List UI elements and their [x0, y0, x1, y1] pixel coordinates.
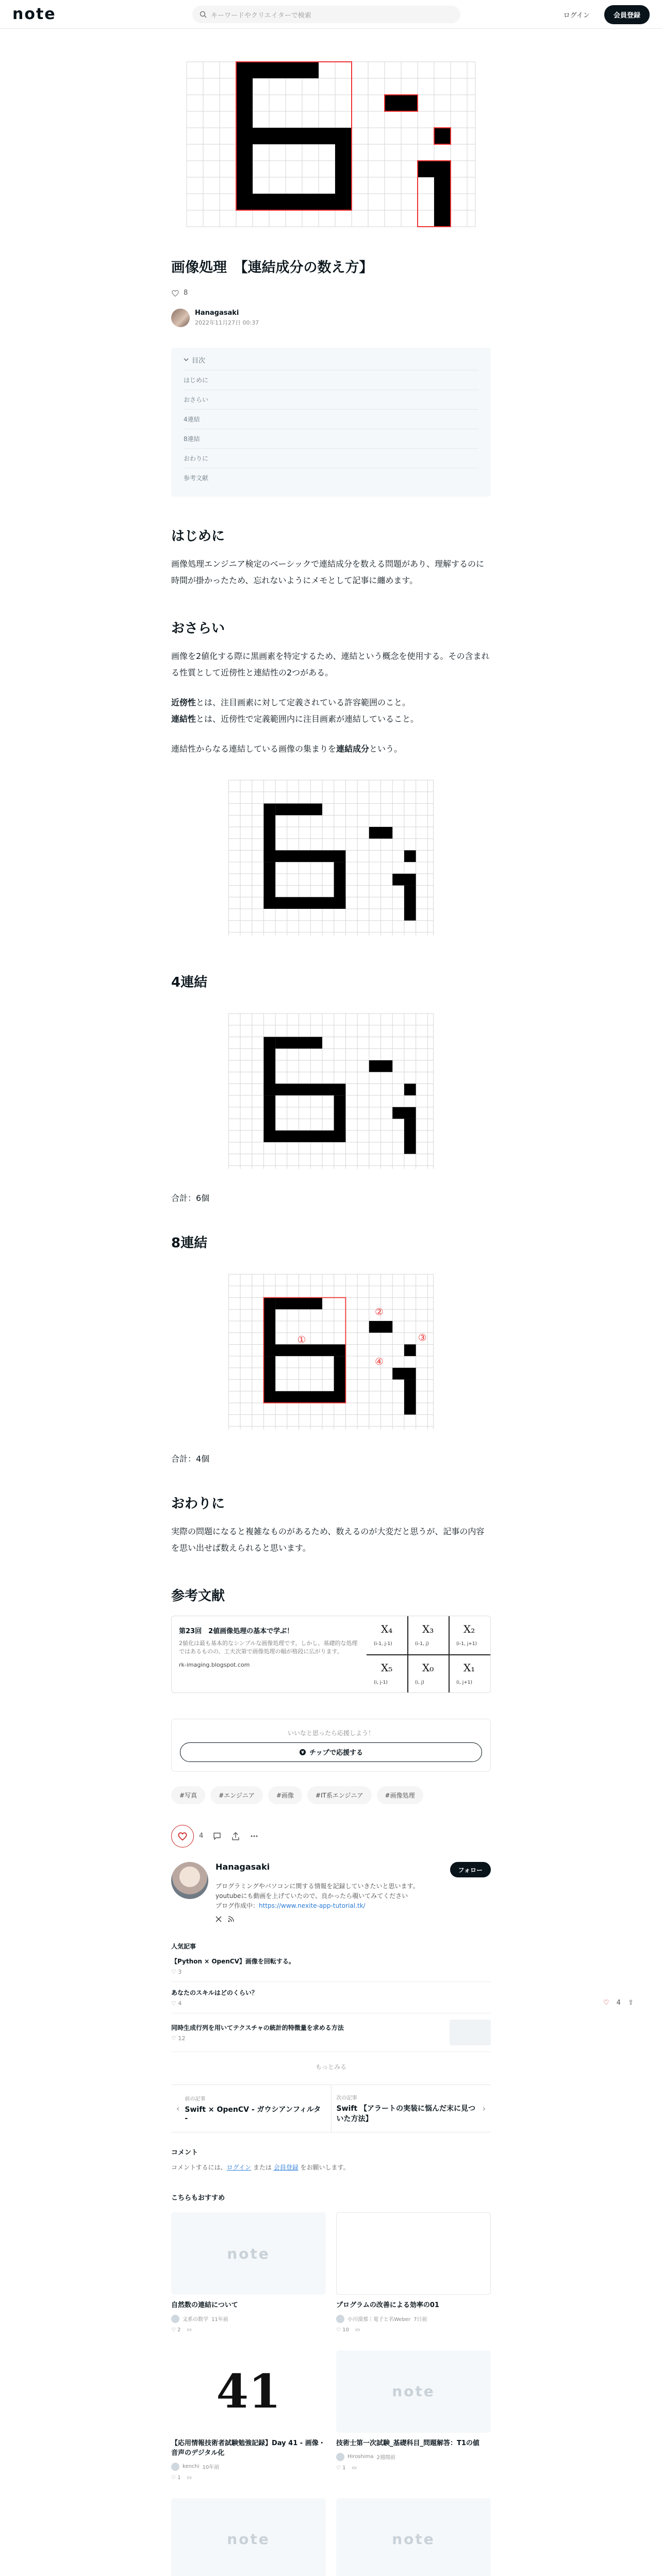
- connect-term: 連結性: [171, 714, 196, 724]
- recommend-card[interactable]: [171, 2350, 326, 2481]
- chevron-left-icon: ‹: [176, 2104, 180, 2114]
- card-author-avatar: [336, 2453, 344, 2461]
- login-button[interactable]: ログイン: [563, 12, 590, 20]
- chevron-right-icon: ›: [482, 2104, 486, 2114]
- card-icons: [171, 2475, 326, 2481]
- creator-profile: [171, 1862, 491, 1923]
- card-like-count: 1: [177, 2475, 181, 2481]
- prev-next-nav: [171, 2084, 491, 2132]
- rss-icon[interactable]: [228, 1916, 234, 1922]
- note-logo[interactable]: note: [12, 5, 56, 23]
- heading-4-connectivity: 4連結: [171, 974, 208, 990]
- search-placeholder: キーワードやクリエイターで検索: [211, 11, 311, 20]
- comment-icon[interactable]: ▭: [187, 2475, 192, 2481]
- search-box[interactable]: [192, 6, 460, 23]
- comment-icon[interactable]: ▭: [355, 2327, 360, 2333]
- component-label-3: ③: [418, 1332, 427, 1343]
- comment-icon[interactable]: ▭: [352, 2465, 357, 2471]
- card-thumbnail: note: [171, 2498, 326, 2576]
- like-summary: [171, 289, 491, 297]
- card-date: 7日前: [413, 2317, 427, 2323]
- popular-item-like-count: 3: [178, 1969, 182, 1976]
- tip-button[interactable]: [180, 1742, 482, 1762]
- embed-cell-sub: (i-1, j+1): [456, 1641, 477, 1647]
- card-title: 【応用情報技術者試験勉強記録】Day 41 - 画像・音声のデジタル化: [171, 2439, 325, 2457]
- card-thumbnail-text: 41: [216, 2364, 281, 2419]
- neighbor-text: とは、注目画素に対して定義されている許容範囲のこと。: [196, 697, 411, 707]
- connect-text: とは、近傍性で定義範囲内に注目画素が連結していること。: [196, 714, 419, 724]
- recommend-card[interactable]: [171, 2212, 326, 2333]
- like-count: 8: [184, 289, 188, 297]
- recommend-heading: こちらもおすすめ: [171, 2194, 225, 2202]
- embed-cell-label: X₄: [381, 1622, 393, 1635]
- toc-item[interactable]: おわりに: [184, 448, 478, 468]
- embed-url: rk-imaging.blogspot.com: [179, 1661, 250, 1668]
- card-author: 文系の数学: [183, 2317, 208, 2323]
- author-name[interactable]: Hanagasaki: [195, 309, 239, 317]
- card-like-count: 1: [342, 2465, 346, 2471]
- next-article-link[interactable]: [331, 2085, 491, 2132]
- popular-item-like-count: 4: [178, 2000, 182, 2007]
- component-post: という。: [369, 743, 403, 754]
- card-meta: [171, 2463, 326, 2471]
- component-pre: 連結性からなる連結している画像の集まりを: [171, 743, 337, 754]
- reference-embed-card[interactable]: [171, 1616, 491, 1693]
- creator-avatar[interactable]: [171, 1862, 208, 1899]
- section-intro: [171, 526, 491, 589]
- toc-toggle[interactable]: [184, 355, 478, 370]
- comment-icon[interactable]: ▭: [187, 2327, 192, 2333]
- card-author-avatar: [171, 2463, 179, 2471]
- creator-bio: [216, 1882, 491, 1911]
- tag[interactable]: #画像処理: [377, 1786, 423, 1804]
- comment-login-link[interactable]: ログイン: [226, 2164, 252, 2172]
- popular-item[interactable]: [171, 1982, 491, 2013]
- card-likes: ♡ 1: [171, 2475, 181, 2481]
- review-text: 画像を2値化する際に黒画素を特定するため、連結という概念を使用する。その含まれる性質として近傍性と連結性の2つがある。: [171, 651, 490, 677]
- recommend-card[interactable]: [171, 2498, 326, 2576]
- card-thumbnail: [171, 2350, 326, 2433]
- x-icon[interactable]: [216, 1916, 222, 1922]
- card-likes: ♡ 2: [171, 2327, 181, 2333]
- prev-label: 前の記事: [185, 2096, 206, 2103]
- end-text: 実際の問題になると複雑なものがあるため、数えるのが大変だと思うが、記事の内容を思い出せば数えられると思います。: [171, 1526, 485, 1553]
- floating-like-bar: [603, 1999, 634, 2007]
- card-thumbnail: note: [336, 2350, 491, 2433]
- prev-title: Swift × OpenCV - ガウシアンフィルタ -: [185, 2106, 321, 2123]
- creator-bio-line: プログラミングやパソコンに関する情報を記録していきたいと思います。: [216, 1882, 419, 1890]
- section-8-connectivity: [171, 1232, 491, 1464]
- toc-label: 目次: [192, 357, 206, 365]
- connect-definition: [171, 711, 491, 727]
- support-text: いいなと思ったら応援しよう！: [287, 1729, 374, 1737]
- card-author: 小川漠那｜電子と名Weber: [347, 2317, 411, 2323]
- embed-cell-sub: (i-1, j): [415, 1641, 429, 1647]
- creator-bio-line: youtubeにも動画を上げていたので、良かったら覗いてみてください: [216, 1892, 408, 1900]
- toc-item[interactable]: 参考文献: [184, 468, 478, 487]
- card-meta: [171, 2315, 326, 2323]
- card-likes: ♡ 10: [336, 2327, 349, 2333]
- recommend-card[interactable]: [336, 2350, 491, 2481]
- card-title: 技術士第一次試験_基礎科目_問題解答：T1の値: [336, 2439, 479, 2447]
- comment-heading: コメント: [171, 2149, 198, 2157]
- card-author-avatar: [171, 2315, 179, 2323]
- svg-text:¥: ¥: [301, 1750, 304, 1755]
- neighbor-definition: [171, 694, 491, 711]
- more-icon[interactable]: [250, 1832, 259, 1841]
- popular-heading: 人気記事: [171, 1943, 196, 1951]
- embed-cell-label: X₁: [464, 1661, 475, 1674]
- comment-signup-link[interactable]: 会員登録: [273, 2164, 299, 2172]
- heart-icon[interactable]: ♡: [603, 1999, 609, 2007]
- component-definition: [171, 741, 491, 757]
- section-end: [171, 1493, 491, 1556]
- popular-item-likes: ♡ 12: [171, 2035, 186, 2042]
- eight-connectivity-total: 合計：4個: [171, 1453, 210, 1464]
- like-button[interactable]: [171, 1825, 194, 1848]
- card-thumbnail: note: [171, 2212, 326, 2295]
- author-block[interactable]: [171, 309, 491, 327]
- heart-icon: [177, 1831, 188, 1841]
- card-thumbnail: note: [336, 2498, 491, 2576]
- comment-icon[interactable]: [212, 1832, 222, 1841]
- creator-link-label: ブログ作成中：: [216, 1902, 259, 1909]
- recommend-card[interactable]: [336, 2212, 491, 2333]
- section-references: [171, 1585, 491, 1693]
- embed-cell-sub: (i, j+1): [456, 1680, 473, 1685]
- support-box: [171, 1719, 491, 1772]
- card-date: 2週間前: [376, 2455, 395, 2461]
- card-title: 自然数の連結について: [171, 2301, 238, 2310]
- component-label-1: ①: [297, 1334, 306, 1346]
- publish-date: 2022年11月27日 00:37: [195, 319, 259, 326]
- toc-item[interactable]: はじめに: [184, 370, 478, 389]
- tip-icon: [299, 1749, 306, 1756]
- component-label-2: ②: [375, 1307, 384, 1318]
- popular-item-likes: ♡ 3: [171, 1969, 182, 1976]
- creator-link[interactable]: https://www.nexite-app-tutorial.tk/: [259, 1902, 366, 1909]
- section-review: [171, 618, 491, 943]
- embed-cell-sub: (i, j-1): [374, 1680, 388, 1685]
- card-meta: [336, 2315, 491, 2323]
- popular-item[interactable]: [171, 2013, 491, 2052]
- card-author: Hiroshima: [347, 2454, 374, 2460]
- card-icons: [336, 2465, 491, 2471]
- site-header: [0, 0, 662, 29]
- tag[interactable]: #画像: [268, 1786, 302, 1804]
- embed-cell-label: X₀: [422, 1661, 434, 1674]
- card-icons: [336, 2327, 491, 2333]
- section-4-connectivity: [171, 972, 491, 1204]
- eight-connectivity-figure: [218, 1267, 444, 1437]
- more-button[interactable]: もっとみる: [315, 2063, 346, 2071]
- component-label-4: ④: [375, 1356, 384, 1367]
- share-icon[interactable]: [231, 1832, 240, 1841]
- author-avatar[interactable]: [171, 309, 190, 327]
- popular-item[interactable]: [171, 1951, 491, 1982]
- embed-cell-label: X₃: [422, 1622, 434, 1635]
- comment-prompt: [171, 2163, 491, 2172]
- next-title: Swift 【アラートの実装に悩んだ末に見ついた方法】: [336, 2105, 475, 2124]
- four-connectivity-total: 合計：6個: [171, 1193, 210, 1203]
- creator-name[interactable]: Hanagasaki: [216, 1861, 270, 1872]
- card-author-avatar: [336, 2315, 344, 2323]
- embed-cell-sub: (i-1, j-1): [374, 1641, 392, 1647]
- card-like-count: 2: [177, 2327, 181, 2333]
- tag-list: [171, 1786, 491, 1804]
- comment-post: をお願いします。: [298, 2164, 350, 2172]
- embed-cell-label: X₅: [381, 1661, 393, 1674]
- comment-section: [171, 2147, 491, 2172]
- prev-article-link[interactable]: [171, 2085, 331, 2132]
- heading-references: 参考文献: [171, 1588, 225, 1604]
- eyecatch-image: [171, 52, 491, 237]
- share-icon[interactable]: ⇧: [627, 1999, 634, 2007]
- card-author: kenchi: [183, 2464, 200, 2470]
- card-icons: [171, 2327, 326, 2333]
- binary-image-figure: [218, 773, 444, 943]
- neighbor-term: 近傍性: [171, 697, 196, 707]
- heading-review: おさらい: [171, 620, 225, 636]
- action-bar: [171, 1825, 491, 1848]
- intro-text: 画像処理エンジニア検定のベーシックで連結成分を数える問題があり、理解するのに時間が掛かったため、忘れないようにメモとして記事に纏めます。: [171, 558, 484, 585]
- toc-item[interactable]: 8連結: [184, 429, 478, 448]
- follow-button[interactable]: フォロー: [450, 1862, 491, 1877]
- article-title: 画像処理 【連結成分の数え方】: [171, 260, 373, 276]
- card-title: プログラムの改善による効率の01: [336, 2301, 439, 2310]
- popular-articles: [171, 1942, 491, 2071]
- like-count: 4: [199, 1832, 204, 1840]
- recommendations: [171, 2192, 491, 2576]
- search-icon: [200, 11, 207, 18]
- toc-item[interactable]: 4連結: [184, 409, 478, 429]
- heading-intro: はじめに: [171, 528, 225, 544]
- heading-8-connectivity: 8連結: [171, 1235, 208, 1251]
- card-date: 10年前: [202, 2465, 220, 2471]
- tag[interactable]: #IT系エンジニア: [307, 1786, 372, 1804]
- tag[interactable]: #写真: [171, 1786, 205, 1804]
- chevron-down-icon: [184, 357, 189, 362]
- article-container: [171, 0, 491, 2576]
- popular-item-like-count: 12: [178, 2035, 186, 2042]
- component-term: 連結成分: [336, 743, 370, 754]
- card-date: 11年前: [211, 2317, 228, 2323]
- heading-end: おわりに: [171, 1496, 225, 1512]
- next-label: 次の記事: [336, 2095, 357, 2102]
- card-thumbnail: [336, 2212, 491, 2295]
- embed-cell-sub: (i, j): [415, 1680, 424, 1685]
- card-likes: ♡ 1: [336, 2465, 346, 2471]
- comment-pre: コメントするには、: [171, 2164, 227, 2172]
- embed-description: 2値化は最も基本的なシンプルな画像処理です。しかし、基礎的な処理ではあるものの、工夫次第で画像処理の幅が格段に広がります。: [179, 1639, 358, 1655]
- heart-icon[interactable]: [171, 289, 179, 297]
- popular-item-title: あなたのスキルはどのくらい？: [171, 1989, 258, 1997]
- tip-button-label: チップで応援する: [309, 1749, 363, 1757]
- popular-item-thumbnail: [450, 2020, 491, 2045]
- signup-button[interactable]: 会員登録: [604, 5, 650, 24]
- embed-thumbnail: [367, 1616, 490, 1693]
- comment-mid: または: [251, 2164, 274, 2172]
- popular-item-title: 【Python × OpenCV】画像を回転する。: [171, 1958, 295, 1965]
- toc-item[interactable]: おさらい: [184, 389, 478, 409]
- card-meta: [336, 2453, 491, 2461]
- floating-like-count: 4: [616, 1999, 621, 2007]
- embed-cell-label: X₂: [464, 1622, 475, 1635]
- card-like-count: 10: [342, 2327, 349, 2333]
- four-connectivity-figure: [218, 1006, 444, 1176]
- recommend-card[interactable]: [336, 2498, 491, 2576]
- embed-title: 第23回 2値画像処理の基本で学ぶ！: [179, 1627, 294, 1635]
- popular-item-title: 同時生成行列を用いてテクスチャの統計的特徴量を求める方法: [171, 2024, 344, 2032]
- tag[interactable]: #エンジニア: [210, 1786, 263, 1804]
- table-of-contents: [171, 348, 491, 497]
- popular-item-likes: ♡ 4: [171, 2000, 182, 2007]
